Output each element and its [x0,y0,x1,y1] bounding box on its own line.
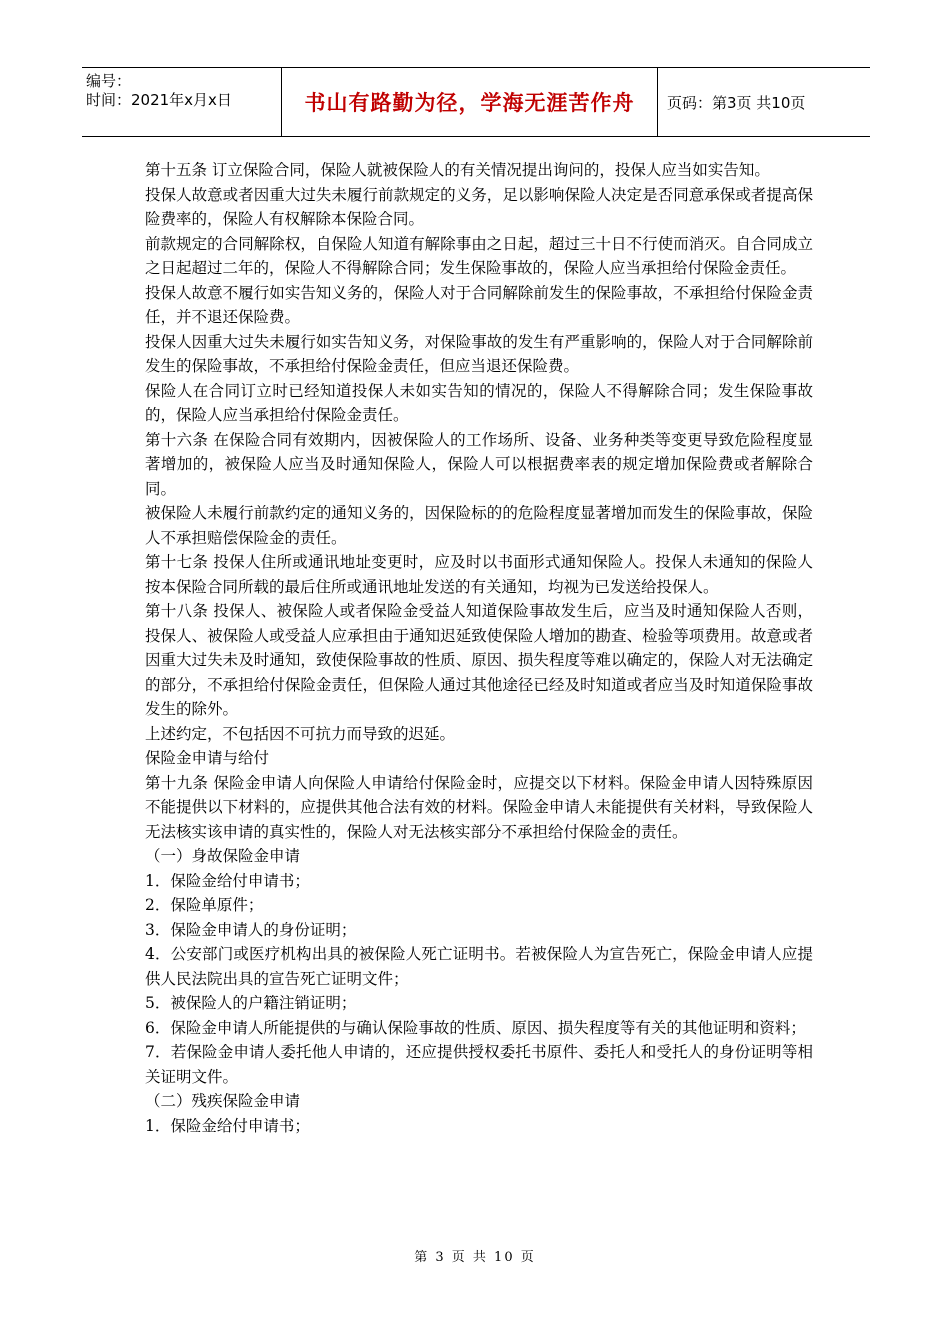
list-item: 1．保险金给付申请书； [145,871,310,890]
paragraph: 上述约定，不包括因不可抗力而导致的迟延。 [145,724,456,743]
document-number-label: 编号： [86,72,132,90]
list-item: 3．保险金申请人的身份证明； [145,920,357,939]
list-item: 4．公安部门或医疗机构出具的被保险人死亡证明书。若被保险人为宣告死亡，保险金申请人应提供人民法院出具的宣告死亡证明文件； [145,945,813,988]
paragraph: 保险人在合同订立时已经知道投保人未如实告知的情况的，保险人不得解除合同；发生保险事故的，保险人应当承担给付保险金责任。 [145,381,813,424]
paragraph: 第十九条 保险金申请人向保险人申请给付保险金时，应提交以下材料。保险金申请人因特殊原因不能提供以下材料的，应提供其他合法有效的材料。保险金申请人未能提供有关材料，导致保险人无法核实该申请的真实性的，保险人对无法核实部分不承担给付保险金的责任。 [145,773,813,841]
list-item: 2．保险单原件； [145,896,264,914]
paragraph: 投保人因重大过失未履行如实告知义务，对保险事故的发生有严重影响的，保险人对于合同解除前发生的保险事故，不承担给付保险金责任，但应当退还保险费。 [145,332,813,375]
subsection-heading: （二）残疾保险金申请 [145,1092,301,1110]
paragraph: 第十六条 在保险合同有效期内，因被保险人的工作场所、设备、业务种类等变更导致危险程度显著增加的，被保险人应当及时通知保险人，保险人可以根据费率表的规定增加保险费或者解除合同。 [145,430,813,498]
paragraph: 投保人故意不履行如实告知义务的，保险人对于合同解除前发生的保险事故，不承担给付保险金责任，并不退还保险费。 [145,283,813,326]
paragraph: 第十五条 订立保险合同，保险人就被保险人的有关情况提出询问的，投保人应当如实告知。 [145,161,770,179]
paragraph: 前款规定的合同解除权，自保险人知道有解除事由之日起，超过三十日不行使而消灭。自合同成立之日起超过二年的，保险人不得解除合同；发生保险事故的，保险人应当承担给付保险金责任。 [145,234,813,277]
paragraph: 第十八条 投保人、被保险人或者保险金受益人知道保险事故发生后，应当及时通知保险人否则，投保人、被保险人或受益人应承担由于通知迟延致使保险人增加的勘查、检验等项费用。故意或者因重大过失未及时通知，致使保险事故的性质、原因、损失程度等难以确定的，保险人对无法确定的部分，不承担给付保险金责任，但保险人通过其他途径已经及时知道或者应当及时知道保险事故发生的除外。 [145,602,813,718]
section-heading: 保险金申请与给付 [145,749,270,767]
paragraph: 第十七条 投保人住所或通讯地址变更时，应及时以书面形式通知保险人。投保人未通知的保险人按本保险合同所载的最后住所或通讯地址发送的有关通知，均视为已发送给投保人。 [145,553,813,596]
paragraph: 投保人故意或者因重大过失未履行前款规定的义务，足以影响保险人决定是否同意承保或者提高保险费率的，保险人有权解除本保险合同。 [145,185,813,228]
subsection-heading: （一）身故保险金申请 [145,847,301,865]
document-date: 时间：2021年x月x日 [86,91,232,109]
page-header [82,67,870,137]
list-item: 6．保险金申请人所能提供的与确认保险事故的性质、原因、损失程度等有关的其他证明和资料； [145,1018,806,1037]
paragraph: 被保险人未履行前款约定的通知义务的，因保险标的的危险程度显著增加而发生的保险事故，保险人不承担赔偿保险金的责任。 [145,504,813,547]
list-item: 1．保险金给付申请书； [145,1116,310,1135]
list-item: 5．被保险人的户籍注销证明； [145,994,357,1012]
header-page-info: 页码：第3页 共10页 [667,93,806,112]
page-footer: 第 3 页 共 10 页 [414,1250,536,1265]
header-motto: 书山有路勤为径，学海无涯苦作舟 [282,68,658,136]
list-item: 7．若保险金申请人委托他人申请的，还应提供授权委托书原件、委托人和受托人的身份证明等相关证明文件。 [145,1043,813,1086]
document-body [145,158,813,1138]
header-meta [82,68,282,136]
